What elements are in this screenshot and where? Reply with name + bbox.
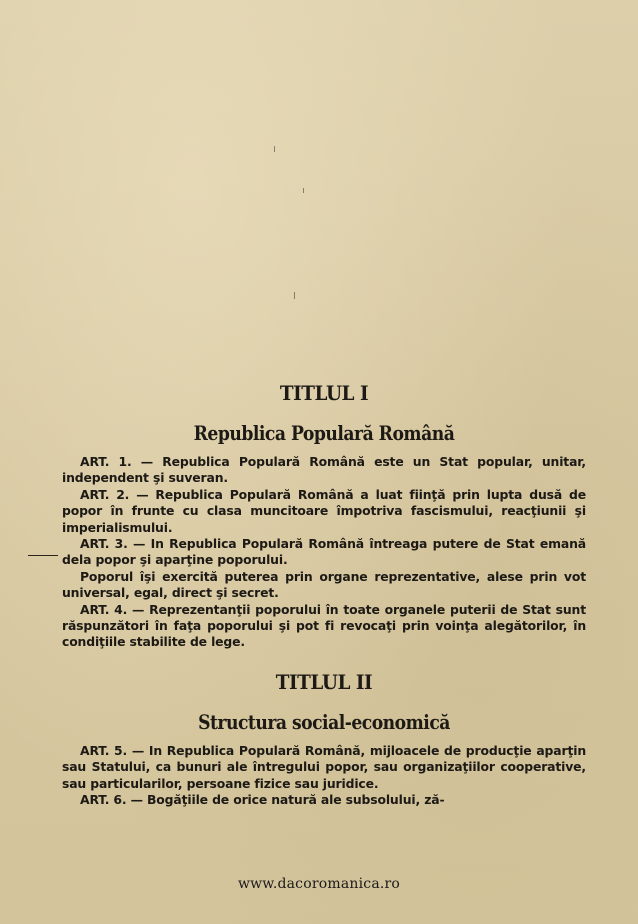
article-paragraph: ART. 1. — Republica Populară Română este un Stat popular, unitar, independent şi suveran. — [62, 454, 586, 486]
section-title: TITLUL I — [279, 381, 369, 405]
scan-speck — [274, 146, 275, 152]
article-paragraph: ART. 4. — Reprezentanţii poporului în toate organele puterii de Stat sunt răspunzători în faţa poporului şi pot fi revocaţi prin voinţa alegătorilor, în condiţiile stabilite de lege. — [62, 601, 586, 650]
document-body — [62, 380, 586, 809]
section-title: TITLUL II — [275, 669, 373, 694]
source-url: www.dacoromanica.ro — [237, 876, 401, 892]
article-paragraph: ART. 5. — In Republica Populară Română, mijloacele de producţie aparţin sau Statului, ca bunuri ale întregului popor, sau organizaţiilor cooperative, sau particularilor, persoane fizice sau juridice. — [62, 742, 586, 791]
article-paragraph: ART. 3. — In Republica Populară Română întreaga putere de Stat emană dela popor şi aparţine poporului. — [62, 536, 586, 568]
section-subtitle: Republica Populară Română — [193, 421, 455, 445]
article-paragraph: Poporul îşi exercită puterea prin organe reprezentative, alese prin vot universal, egal, direct şi secret. — [62, 568, 586, 601]
article-paragraph: ART. 2. — Republica Populară Română a luat fiinţă prin lupta dusă de popor în frunte cu clasa muncitoare împotriva fascismului, reacţiunii şi imperialismului. — [62, 486, 586, 535]
margin-mark — [28, 555, 58, 556]
scan-speck — [294, 292, 295, 299]
article-paragraph: ART. 6. — Bogăţiile de orice natură ale subsolului, ză- — [80, 792, 445, 808]
section-subtitle: Structura social-economică — [198, 709, 450, 734]
scan-speck — [303, 188, 304, 193]
